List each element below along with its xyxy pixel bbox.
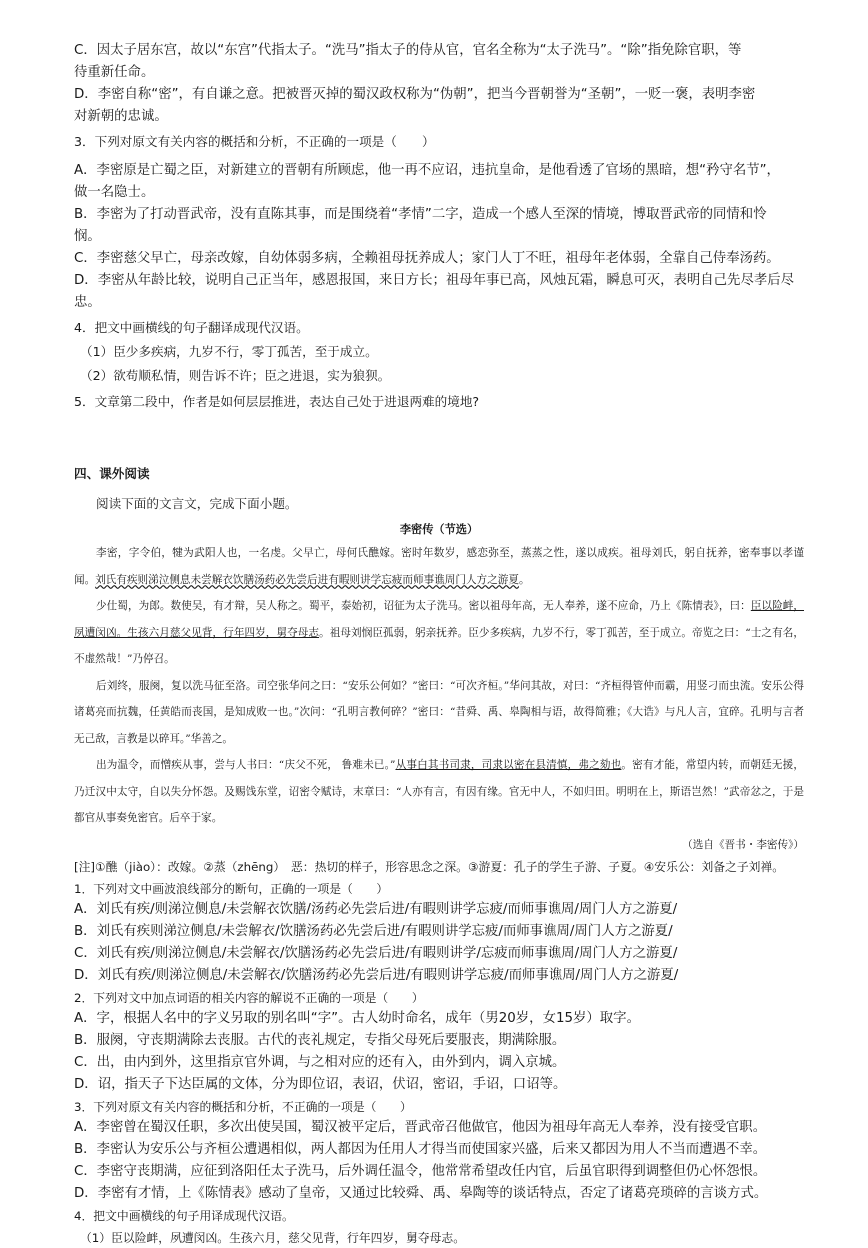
q3-option-b-line1: B．李密为了打动晋武帝，没有直陈其事，而是围绕着“孝情”二字，造成一个感人至深的情境，博取晋武帝的同情和怜 xyxy=(74,207,767,222)
passage-paragraph-2 xyxy=(74,593,804,673)
question-5-stem: 5．文章第二段中，作者是如何层层推进，表达自己处于进退两难的境地? xyxy=(74,394,480,409)
paragraph-4-end: 。密有才能，常望内转，而朝廷无援，乃迁汉中太守，自以失分怀怨。及赐饯东堂，诏密令赋诗，末章曰：“人亦有言，有因有缘。官无中人，不如归田。明明在上，斯语岂然！”武帝忿之，于是都官从事奏免密官。后卒于家。 xyxy=(74,759,805,824)
option-c-line2: 待重新任命。 xyxy=(74,65,155,80)
reading-q3-stem: 3．下列对原文有关内容的概括和分析，不正确的一项是（ ） xyxy=(74,1099,412,1114)
q3-option-c: C．李密慈父早亡，母亲改嫁，自幼体弱多病，全赖祖母抚养成人；家门人丁不旺，祖母年老体弱，全靠自己侍奉汤药。 xyxy=(74,251,780,266)
option-d-line1: D．李密自称“密”，有自谦之意。把被晋灭掉的蜀汉政权称为“伪朝”，把当今晋朝誉为“圣朝”，一贬一褒，表明李密 xyxy=(74,87,756,102)
paragraph-4-text: 出为温令，而憎疾从事，尝与人书曰：“庆父不死， 鲁难未已。” xyxy=(96,759,396,771)
paragraph-1-end: 。 xyxy=(518,573,530,586)
q3-option-a-line1: A．李密原是亡蜀之臣，对新建立的晋朝有所顾虑，他一再不应诏，违抗皇命，是他看透了官场的黑暗，想“矜守名节”， xyxy=(74,163,780,178)
reading-q3-option-c: C．李密守丧期满，应征到洛阳任太子洗马，后外调任温令，他常常希望改任内官，后虽官职得到调整但仍心怀怨恨。 xyxy=(74,1163,767,1179)
q4-item-1: （1）臣少多疾病，九岁不行，零丁孤苦，至于成立。 xyxy=(80,344,378,359)
q3-option-d-line2: 忠。 xyxy=(74,295,101,310)
passage-notes: [注]①醮（jiào）：改嫁。②蒸（zhēng） 恶：热切的样子，形容思念之深。③游夏：孔子的学生子游、子夏。④安乐公：刘备之子刘禅。 xyxy=(74,859,785,874)
paragraph-2-end: 。祖母刘悯臣孤弱，躬亲抚养。臣少多疾病，九岁不行，零丁孤苦，至于成立。帝览之曰：“士之有名， 不虚然哉！”乃停召。 xyxy=(74,626,804,665)
underlined-sentence-1: 臣以险衅，夙遭闵凶。生孩六月慈父见背，行年四岁，舅夺母志 xyxy=(74,600,804,639)
passage-paragraph-1 xyxy=(74,540,804,593)
reading-intro: 阅读下面的文言文，完成下面小题。 xyxy=(96,496,298,511)
reading-q1-option-a: A．刘氏有疾/则涕泣侧息/未尝解衣饮膳/汤药必先尝后进/有暇则讲学忘疲/而师事谯周/周门人方之游夏/ xyxy=(74,901,678,917)
q3-option-a-line2: 做一名隐士。 xyxy=(74,185,155,200)
q4-item-2: （2）欲苟顺私情，则告诉不许；臣之进退，实为狼狈。 xyxy=(80,368,391,383)
reading-q1-stem: 1．下列对文中画波浪线部分的断句，正确的一项是（ ） xyxy=(74,881,389,896)
question-4-stem: 4．把文中画横线的句子翻译成现代汉语。 xyxy=(74,320,309,335)
section-heading: 四、课外阅读 xyxy=(74,466,150,481)
question-3-stem: 3．下列对原文有关内容的概括和分析，不正确的一项是（ ） xyxy=(74,134,435,149)
paragraph-2-text: 少仕蜀，为郎。数使吴，有才辩，吴人称之。蜀平，泰始初，诏征为太子洗马。密以祖母年高，无人奉养，遂不应命，乃上《陈情表》，曰： xyxy=(96,600,751,612)
q3-option-b-line2: 悯。 xyxy=(74,229,101,244)
reading-q1-option-b: B．刘氏有疾则涕泣侧息/未尝解衣/饮膳汤药必先尝后进/有暇则讲学忘疲/而师事谯周/周门人方之游夏/ xyxy=(74,923,673,939)
underlined-sentence-2: 从事白其书司隶，司隶以密在县清慎，弗之劾也 xyxy=(395,759,622,771)
reading-q1-option-d: D．刘氏有疾/则涕泣侧息/未尝解衣/饮膳汤药必先尝后进/有暇则讲学忘疲/而师事谯周/周门人方之游夏/ xyxy=(74,967,679,983)
reading-q2-option-d: D．诏，指天子下达臣属的文体，分为即位诏，表诏，伏诏，密诏，手诏，口诏等。 xyxy=(74,1076,567,1092)
paragraph-3-text: 后刘终，服阕，复以洗马征至洛。司空张华问之曰：“安乐公何如？”密曰：“可次齐桓。”华问其故，对曰：“齐桓得管仲而霸，用竖刁而虫流。安乐公得诸葛亮而抗魏，任黄皓而丧国，是知成败一也。”次问：“孔明言教何碎？”密曰：“昔舜、禹、皋陶相与语，故得简雅；《大诰》与凡人言，宜碎。孔明与言者无己敌，言教是以碎耳。”华善之。 xyxy=(74,679,804,745)
reading-q3-option-d: D．李密有才情，上《陈情表》感动了皇帝，又通过比较舜、禹、皋陶等的谈话特点，否定了诸葛亮琐碎的言谈方式。 xyxy=(74,1185,768,1201)
reading-q3-option-a: A．李密曾在蜀汉任职，多次出使吴国，蜀汉被平定后，晋武帝召他做官，他因为祖母年高无人奉养，没有接受官职。 xyxy=(74,1119,767,1135)
reading-q2-option-a: A．字，根据人名中的字义另取的别名叫“字”。古人幼时命名，成年（男20岁，女15岁）取字。 xyxy=(74,1010,640,1026)
option-d-line2: 对新朝的忠诚。 xyxy=(74,109,168,124)
passage-source: （选自《晋书・李密传》） xyxy=(682,838,804,851)
wavy-line-sentence: 刘氏有疾则涕泣侧息未尝解衣饮膳汤药必先尝后进有暇则讲学忘疲而师事谯周门人方之游夏 xyxy=(95,573,519,586)
passage-paragraph-3 xyxy=(74,673,804,753)
passage-title: 李密传（节选） xyxy=(399,522,479,536)
reading-q2-option-c: C．出，由内到外，这里指京官外调，与之相对应的还有入，由外到内，调入京城。 xyxy=(74,1054,566,1070)
reading-q1-option-c: C．刘氏有疾/则涕泣侧息/未尝解衣/饮膳汤药必先尝后进/有暇则讲学/忘疲而师事谯周/周门人方之游夏/ xyxy=(74,945,678,961)
passage-paragraph-4 xyxy=(74,752,804,832)
paragraph-1-text: 李密，字令伯，犍为武阳人也，一名虔。父早亡，母何氏醮嫁。密时年数岁，感恋弥至，蒸蒸之性，遂以成疾。祖母刘氏，躬自抚养，密奉事以孝谨闻。 xyxy=(74,547,804,586)
q3-option-d-line1: D．李密从年龄比较，说明自己正当年，感恩报国，来日方长；祖母年事已高，风烛瓦霜，瞬息可灭，表明自己先尽孝后尽 xyxy=(74,273,795,288)
reading-q2-option-b: B．服阕，守丧期满除去丧服。古代的丧礼规定，专指父母死后要服丧，期满除服。 xyxy=(74,1032,566,1048)
reading-q3-option-b: B．李密认为安乐公与齐桓公遭遇相似，两人都因为任用人才得当而使国家兴盛，后来又都因为用人不当而遭遇不幸。 xyxy=(74,1141,767,1157)
reading-q4-stem: 4．把文中画横线的句子用译成现代汉语。 xyxy=(74,1208,294,1223)
option-c-line1: C．因太子居东宫，故以“东宫”代指太子。“洗马”指太子的侍从官，官名全称为“太子洗马”。“除”指免除官职，等 xyxy=(74,43,742,58)
reading-q4-item-1: （1）臣以险衅，夙遭闵凶。生孩六月，慈父见背，行年四岁，舅夺母志。 xyxy=(80,1230,466,1245)
document-page xyxy=(74,40,804,1248)
reading-q2-stem: 2．下列对文中加点词语的相关内容的解说不正确的一项是（ ） xyxy=(74,990,424,1005)
